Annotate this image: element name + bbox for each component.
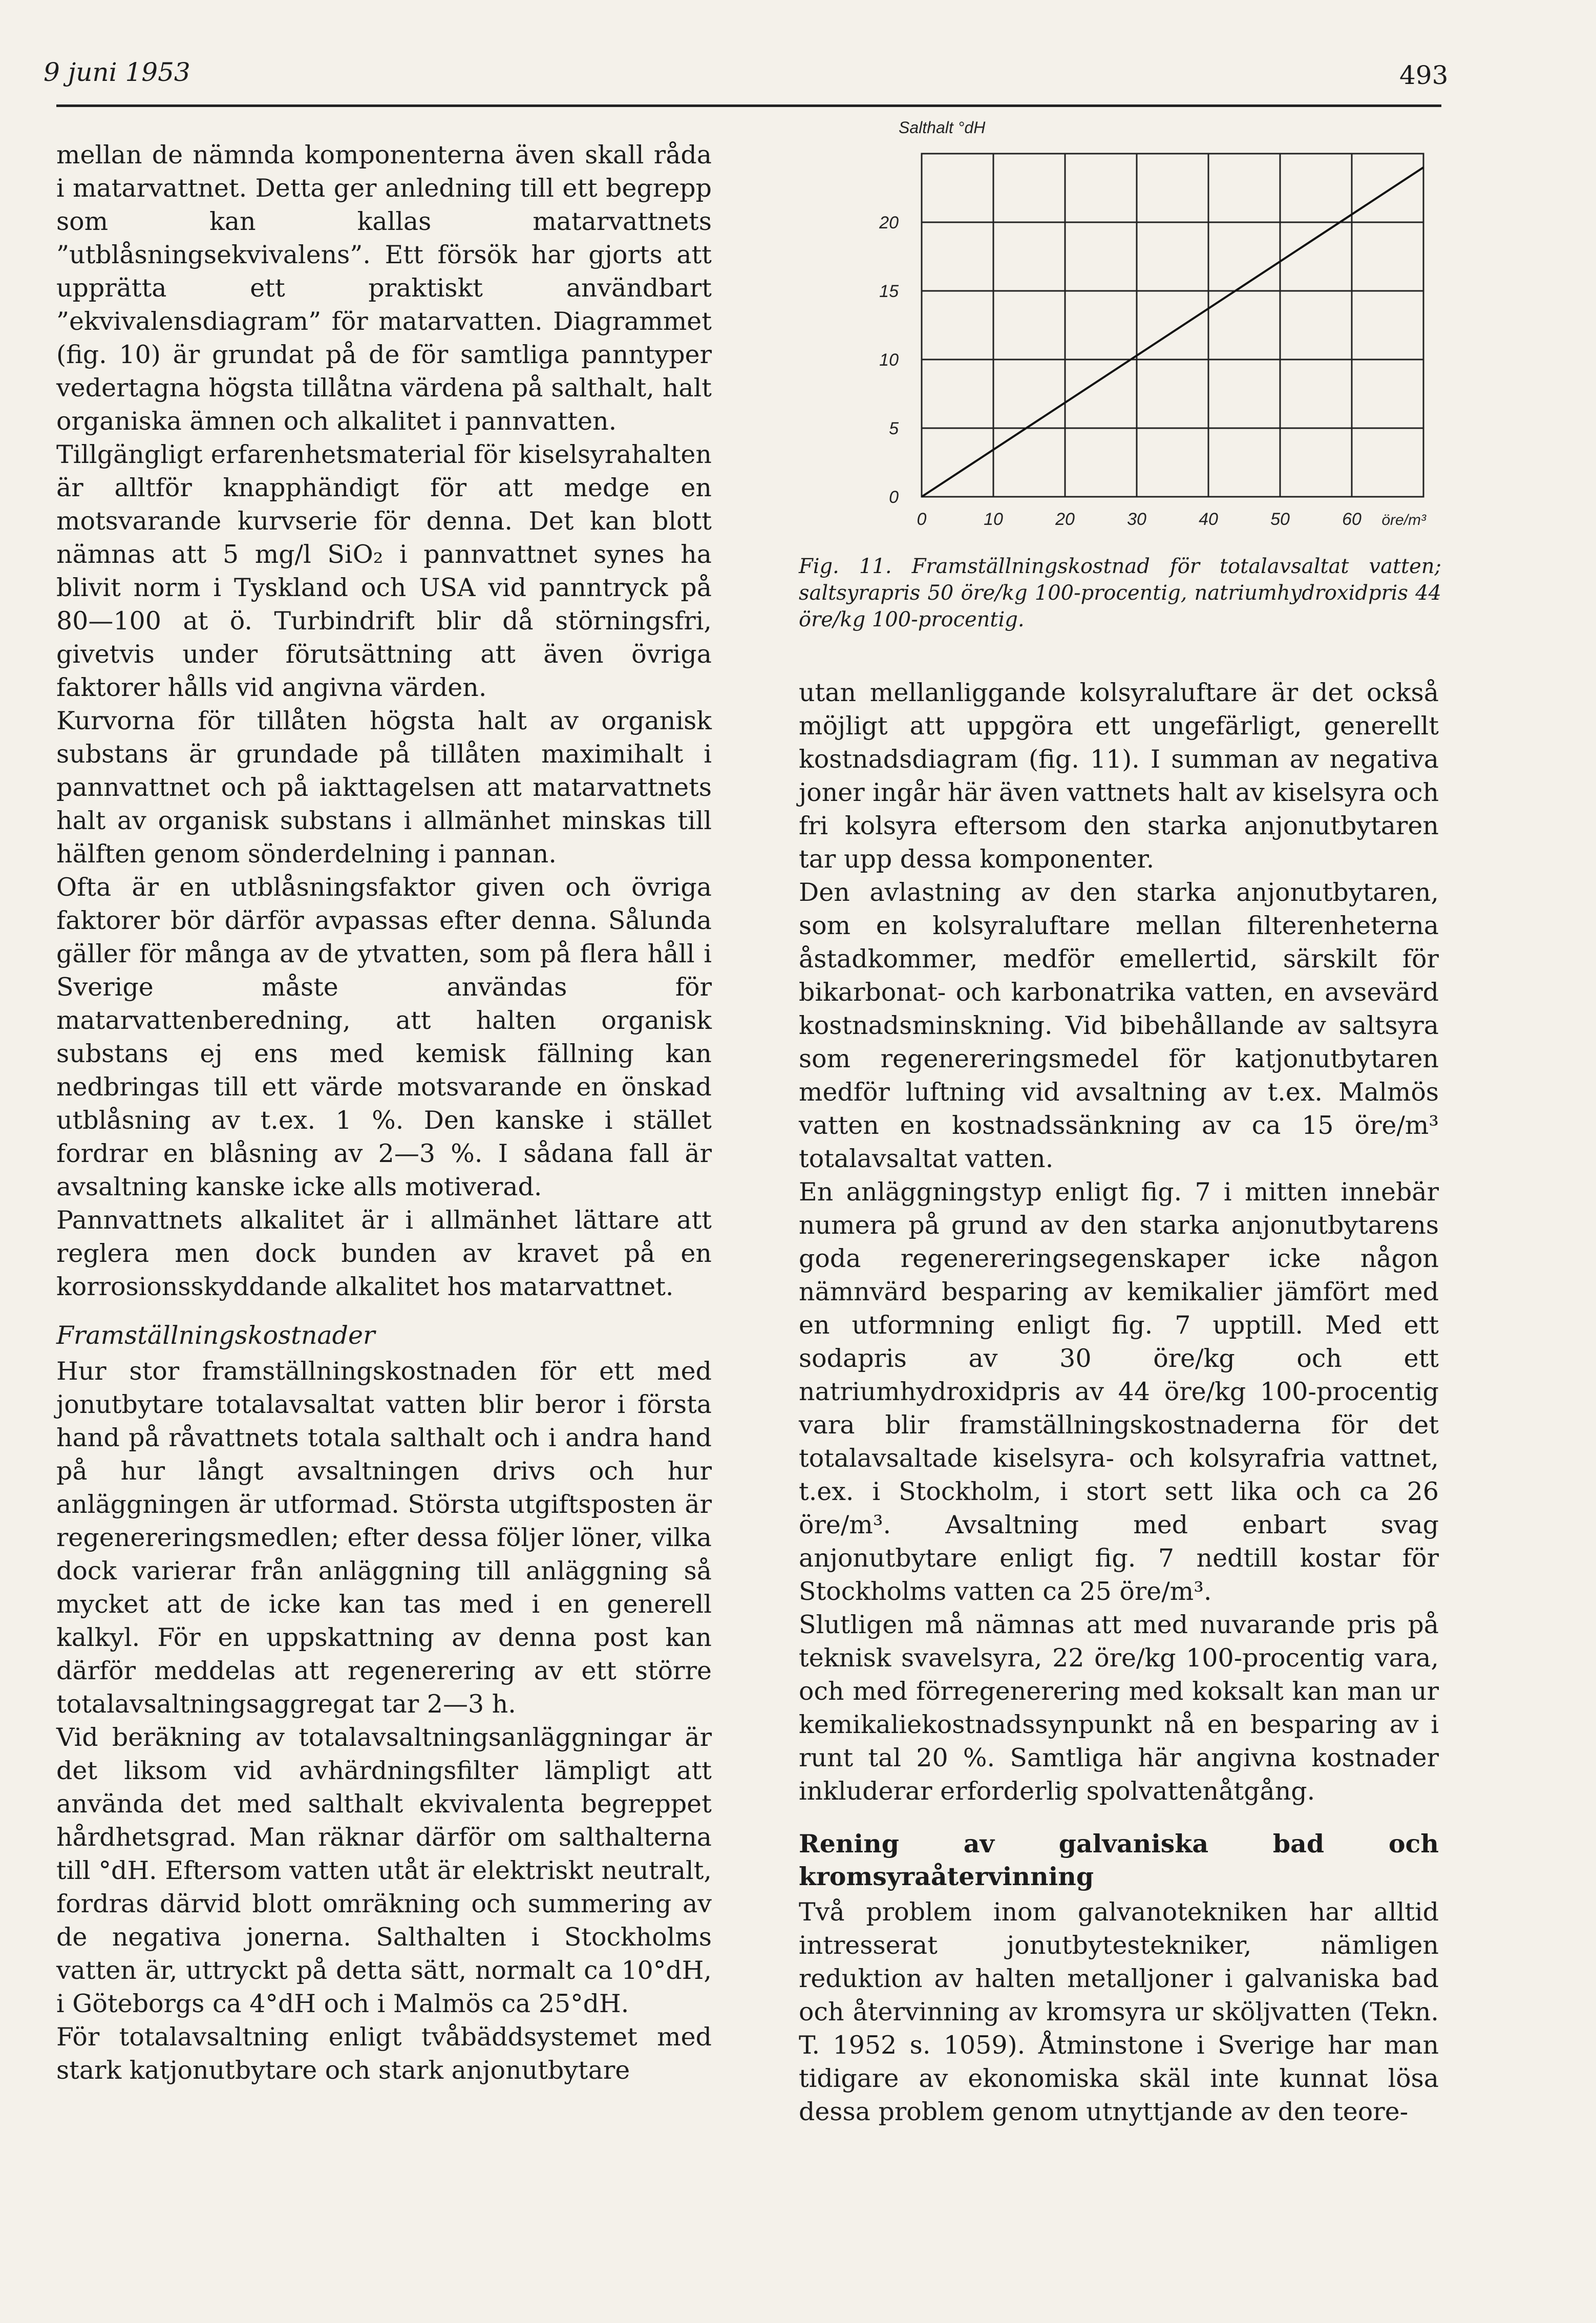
y-axis-label: Salthalt °dH — [899, 118, 986, 137]
paragraph: Slutligen må nämnas att med nuvarande pris på teknisk svavelsyra, 22 öre/kg 100-procentig vara, och med förregenerering med koksalt kan man ur kemikaliekostnadssynpunkt nå en besparing av i runt tal 20 %. Samtliga här angivna kostnader inkluderar erforderlig spolvattenåtgång. — [799, 1610, 1439, 1806]
cost-chart — [799, 102, 1441, 543]
x-tick-label: 40 — [1199, 510, 1218, 529]
y-tick-label: 10 — [879, 350, 899, 370]
x-axis-label: öre/m³ — [1381, 512, 1426, 529]
paragraph: Vid beräkning av totalavsaltningsanläggningar är det liksom vid avhärdningsfilter lämpligt att använda det med salthalt ekvivalenta begreppet hårdhetsgrad. Man räknar därför om salthalterna till °dH. Eftersom vatten utåt är elektriskt neutralt, fordras därvid blott omräkning och summering av de negativa jonerna. Salthalten i Stockholms vatten är, uttryckt på detta sätt, normalt ca 10°dH, i Göteborgs ca 4°dH och i Malmös ca 25°dH. — [56, 1723, 712, 2018]
paragraph: Den avlastning av den starka anjonutbytaren, som en kolsyraluftare mellan filterenheterna åstadkommer, medför emellertid, särskilt för bikarbonat- och karbonatrika vatten, en avsevärd kostnadsminskning. Vid bibehållande av saltsyra som regenereringsmedel för katjonutbytaren medför luftning vid avsaltning av t.ex. Malmös vatten en kostnadssänkning av ca 15 öre/m³ totalavsaltat vatten. — [799, 878, 1439, 1173]
left-column — [56, 138, 712, 2087]
paragraph: Ofta är en utblåsningsfaktor given och övriga faktorer bör därför avpassas efter denna. Sålunda gäller för många av de ytvatten, som på flera håll i Sverige måste användas för matarvattenberedning, att halten organisk substans ej ens med kemisk fällning kan nedbringas till ett värde motsvarande en önskad utblåsning av t.ex. 1 %. Den kanske i stället fordrar en blåsning av 2—3 %. I sådana fall är avsaltning kanske icke alls motiverad. — [56, 873, 712, 1201]
paragraph: Tillgängligt erfarenhetsmaterial för kiselsyrahalten är alltför knapphändigt för att medge en motsvarande kurvserie för denna. Det kan blott nämnas att 5 mg/l SiO₂ i pannvattnet synes ha blivit norm i Tyskland och USA vid panntryck på 80—100 at ö. Turbindrift blir då störningsfri, givetvis under förutsättning att även övriga faktorer hålls vid angivna värden. — [56, 440, 712, 702]
figure-caption: Fig. 11. Framställningskostnad för totalavsaltat vatten; saltsyrapris 50 öre/kg 100-procentig, natriumhydroxidpris 44 öre/kg 100-procentig. — [799, 555, 1441, 631]
paragraph: utan mellanliggande kolsyraluftare är det också möjligt att uppgöra ett ungefärligt, generellt kostnadsdiagram (fig. 11). I summan av negativa joner ingår här även vattnets halt av kiselsyra och fri kolsyra eftersom den starka anjonutbytaren tar upp dessa komponenter. — [799, 678, 1439, 874]
y-tick-label: 20 — [879, 213, 899, 233]
x-tick-label: 10 — [984, 510, 1003, 529]
page-number: 493 — [1399, 60, 1449, 90]
y-tick-label: 15 — [879, 282, 899, 301]
section-heading: Framställningskostnader — [56, 1321, 375, 1350]
header-date: 9 juni 1953 — [44, 57, 190, 87]
series-line — [922, 167, 1423, 497]
paragraph: En anläggningstyp enligt fig. 7 i mitten innebär numera på grund av den starka anjonutbytarens goda regenereringsegenskaper icke någon nämnvärd besparing av kemikalier jämfört med en utformning enligt fig. 7 upptill. Med ett sodapris av 30 öre/kg och ett natriumhydroxidpris av 44 öre/kg 100-procentig vara blir framställningskostnaderna för det totalavsaltade kiselsyra- och kolsyrafria vattnet, t.ex. i Stockholm, i stort sett lika och ca 26 öre/m³. Avsaltning med enbart svag anjonutbytare enligt fig. 7 nedtill kostar för Stockholms vatten ca 25 öre/m³. — [799, 1177, 1439, 1606]
x-tick-label: 30 — [1127, 510, 1146, 529]
paragraph: För totalavsaltning enligt tvåbäddsystemet med stark katjonutbytare och stark anjonutbytare — [56, 2022, 712, 2085]
y-tick-label: 5 — [889, 419, 899, 438]
x-tick-label: 50 — [1270, 510, 1290, 529]
x-tick-label: 0 — [917, 510, 927, 529]
paragraph: Kurvorna för tillåten högsta halt av organisk substans är grundade på tillåten maximihalt i pannvattnet och på iakttagelsen att matarvattnets halt av organisk substans i allmänhet minskas till hälften genom sönderdelning i pannan. — [56, 706, 712, 869]
x-tick-label: 60 — [1342, 510, 1361, 529]
paragraph: Hur stor framställningskostnaden för ett med jonutbytare totalavsaltat vatten blir beror i första hand på råvattnets totala salthalt och i andra hand på hur långt avsaltningen drivs och hur anläggningen är utformad. Största utgiftsposten är regenereringsmedlen; efter dessa följer löner, vilka dock varierar från anläggning till anläggning så mycket att de icke kan tas med i en generell kalkyl. För en uppskattning av denna post kan därför meddelas att regenerering av ett större totalavsaltningsaggregat tar 2—3 h. — [56, 1357, 712, 1719]
paragraph: mellan de nämnda komponenterna även skall råda i matarvattnet. Detta ger anledning till ett begrepp som kan kallas matarvattnets ”utblåsningsekvivalens”. Ett försök har gjorts att upprätta ett praktiskt användbart ”ekvivalensdiagram” för matarvatten. Diagrammet (fig. 10) är grundat på de för samtliga panntyper vedertagna högsta tillåtna värdena på salthalt, halt organiska ämnen och alkalitet i pannvatten. — [56, 140, 712, 436]
plot-frame — [922, 154, 1423, 497]
section-heading: Rening av galvaniska bad och kromsyraåtervinning — [799, 1829, 1439, 1891]
x-tick-label: 20 — [1055, 510, 1075, 529]
paragraph: Två problem inom galvanotekniken har alltid intresserat jonutbytestekniker, nämligen reduktion av halten metalljoner i galvaniska bad och återvinning av kromsyra ur sköljvatten (Tekn. T. 1952 s. 1059). Åtminstone i Sverige har man tidigare av ekonomiska skäl inte kunnat lösa dessa problem genom utnyttjande av den teore- — [799, 1897, 1439, 2126]
right-column — [799, 676, 1439, 2128]
paragraph: Pannvattnets alkalitet är i allmänhet lättare att reglera men dock bunden av kravet på en korrosionsskyddande alkalitet hos matarvattnet. — [56, 1206, 712, 1301]
y-tick-label: 0 — [889, 488, 899, 507]
